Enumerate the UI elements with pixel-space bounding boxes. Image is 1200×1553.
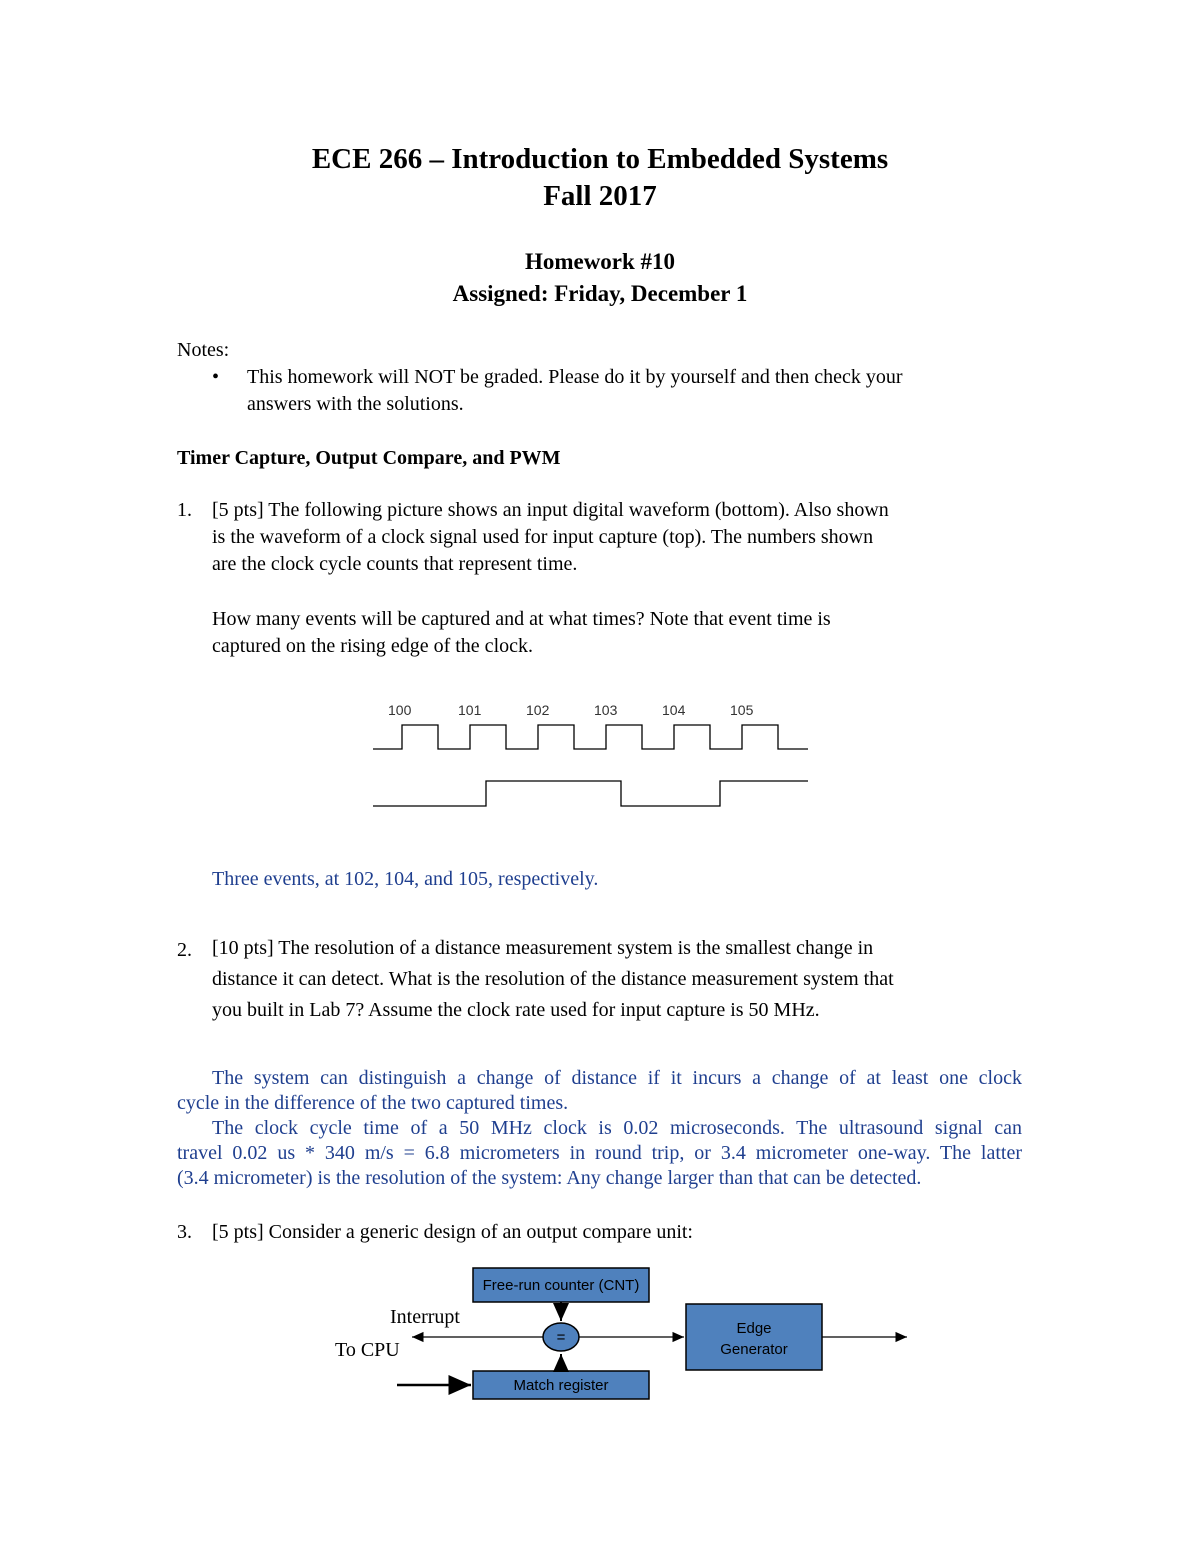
q2-number: 2.: [177, 939, 192, 961]
clock-label-103: 103: [594, 702, 618, 718]
notes-bullet-line1: This homework will NOT be graded. Please do it by yourself and then check your: [247, 366, 903, 388]
q2-answer-line1: The system can distinguish a change of distance if it incurs a change of at least one clock: [212, 1067, 1022, 1089]
comparator-label: =: [556, 1329, 566, 1346]
match-register-label: Match register: [513, 1377, 609, 1394]
q2-line1: [10 pts] The resolution of a distance measurement system is the smallest change in: [212, 937, 874, 959]
edge-generator-label-line2: Generator: [720, 1341, 788, 1358]
counter-label: Free-run counter (CNT): [482, 1277, 640, 1294]
q1-answer: Three events, at 102, 104, and 105, respectively.: [212, 868, 599, 890]
bullet-icon: •: [212, 366, 220, 388]
input-waveform: [373, 781, 808, 806]
notes-bullet-line2: answers with the solutions.: [247, 393, 464, 415]
q1-line2: is the waveform of a clock signal used for input capture (top). The numbers shown: [212, 526, 874, 548]
clock-waveform: [373, 725, 808, 749]
q1-line1: [5 pts] The following picture shows an input digital waveform (bottom). Also shown: [212, 499, 889, 521]
q1-line4: How many events will be captured and at what times? Note that event time is: [212, 608, 831, 630]
interrupt-label: Interrupt: [390, 1306, 460, 1328]
to-cpu-label: To CPU: [335, 1339, 400, 1361]
q1-number: 1.: [177, 499, 192, 521]
assigned-date: Assigned: Friday, December 1: [452, 281, 748, 306]
clock-label-105: 105: [730, 702, 754, 718]
q2-answer-line5: (3.4 micrometer) is the resolution of the system: Any change larger than that can be detected.: [177, 1167, 922, 1189]
clock-label-100: 100: [388, 702, 412, 718]
clock-label-101: 101: [458, 702, 482, 718]
section-heading: Timer Capture, Output Compare, and PWM: [177, 447, 561, 469]
clock-label-102: 102: [526, 702, 550, 718]
clock-label-104: 104: [662, 702, 686, 718]
q3-number: 3.: [177, 1221, 192, 1243]
course-title: ECE 266 – Introduction to Embedded Systems: [311, 143, 889, 175]
edge-generator-box: [686, 1304, 822, 1370]
q2-line2: distance it can detect. What is the resolution of the distance measurement system that: [212, 968, 894, 990]
q3-line1: [5 pts] Consider a generic design of an output compare unit:: [212, 1221, 693, 1243]
q2-line3: you built in Lab 7? Assume the clock rate used for input capture is 50 MHz.: [212, 999, 820, 1021]
term-title: Fall 2017: [543, 180, 657, 212]
q2-answer-line4: travel 0.02 us * 340 m/s = 6.8 micrometers in round trip, or 3.4 micrometer one-way. The latter: [177, 1142, 1022, 1164]
q1-line3: are the clock cycle counts that represent time.: [212, 553, 578, 575]
waveform-figure: [360, 695, 820, 820]
q1-line5: captured on the rising edge of the clock.: [212, 635, 533, 657]
notes-label: Notes:: [177, 339, 230, 361]
homework-title: Homework #10: [524, 249, 676, 274]
q2-answer-line3: The clock cycle time of a 50 MHz clock is 0.02 microseconds. The ultrasound signal can: [212, 1117, 1022, 1139]
edge-generator-label-line1: Edge: [736, 1320, 772, 1337]
q2-answer-line2: cycle in the difference of the two captured times.: [177, 1092, 569, 1114]
output-compare-diagram: [320, 1255, 920, 1415]
